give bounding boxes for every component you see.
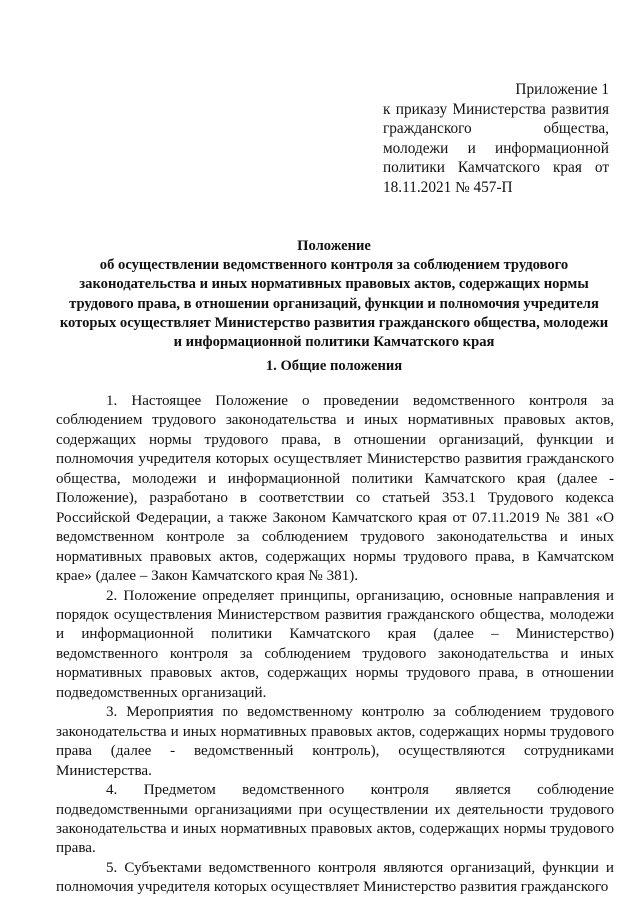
paragraph-5: 5. Субъектами ведомственного контроля являются организаций, функции и полномочия учредителя которых осуществляет Министерство развития гражданского	[56, 859, 614, 896]
appendix-number: Приложение 1	[515, 81, 609, 98]
title-heading: Положение	[297, 238, 371, 254]
title-subtitle: об осуществлении ведомственного контроля за соблюдением трудового законодательства и иных нормативных правовых актов, содержащих нормы трудового права, в отношении организаций, функции и полномочия учредителя которых осуществляет Министерство развития гражданского общества, молодежи и информационной политики Камчатского края	[59, 257, 609, 351]
section-heading: 1. Общие положения	[265, 358, 403, 374]
section-body	[56, 392, 614, 898]
paragraph-3: 3. Мероприятия по ведомственному контролю за соблюдением трудового законодательства и иных нормативных правовых актов, содержащих нормы трудового права (далее - ведомственный контроль), осуществляются сотрудниками Министерства.	[56, 704, 614, 779]
document-title	[56, 237, 612, 352]
paragraph-2: 2. Положение определяет принципы, организацию, основные направления и порядок осуществления Министерством развития гражданского общества, молодежи и информационной политики Камчатского края (далее – Министерство) ведомственного контроля за соблюдением трудового законодательства и иных нормативных правовых актов, содержащих нормы трудового права, в отношении подведомственных организаций.	[56, 587, 614, 701]
appendix-note	[383, 80, 609, 198]
paragraph-1: 1. Настоящее Положение о проведении ведомственного контроля за соблюдением трудового законодательства и иных нормативных правовых актов, содержащих нормы трудового права, в отношении организаций, функции и полномочия учредителя которых осуществляет Министерство развития гражданского общества, молодежи и информационной политики Камчатского края (далее - Положение), разработано в соответствии со статьей 353.1 Трудового кодекса Российской Федерации, а также Законом Камчатского края от 07.11.2019 № 381 «О ведомственном контроле за соблюдением трудового законодательства и иных нормативных правовых актов, содержащих нормы трудового права, в Камчатском крае» (далее – Закон Камчатского края № 381).	[56, 393, 614, 585]
appendix-reference: к приказу Министерства развития гражданского общества, молодежи и информационной политики Камчатского края от 18.11.2021 № 457-П	[383, 100, 609, 196]
paragraph-4: 4. Предметом ведомственного контроля является соблюдение подведомственными организациями при осуществлении их деятельности трудового законодательства и иных нормативных правовых актов, содержащих нормы трудового права.	[56, 782, 614, 857]
